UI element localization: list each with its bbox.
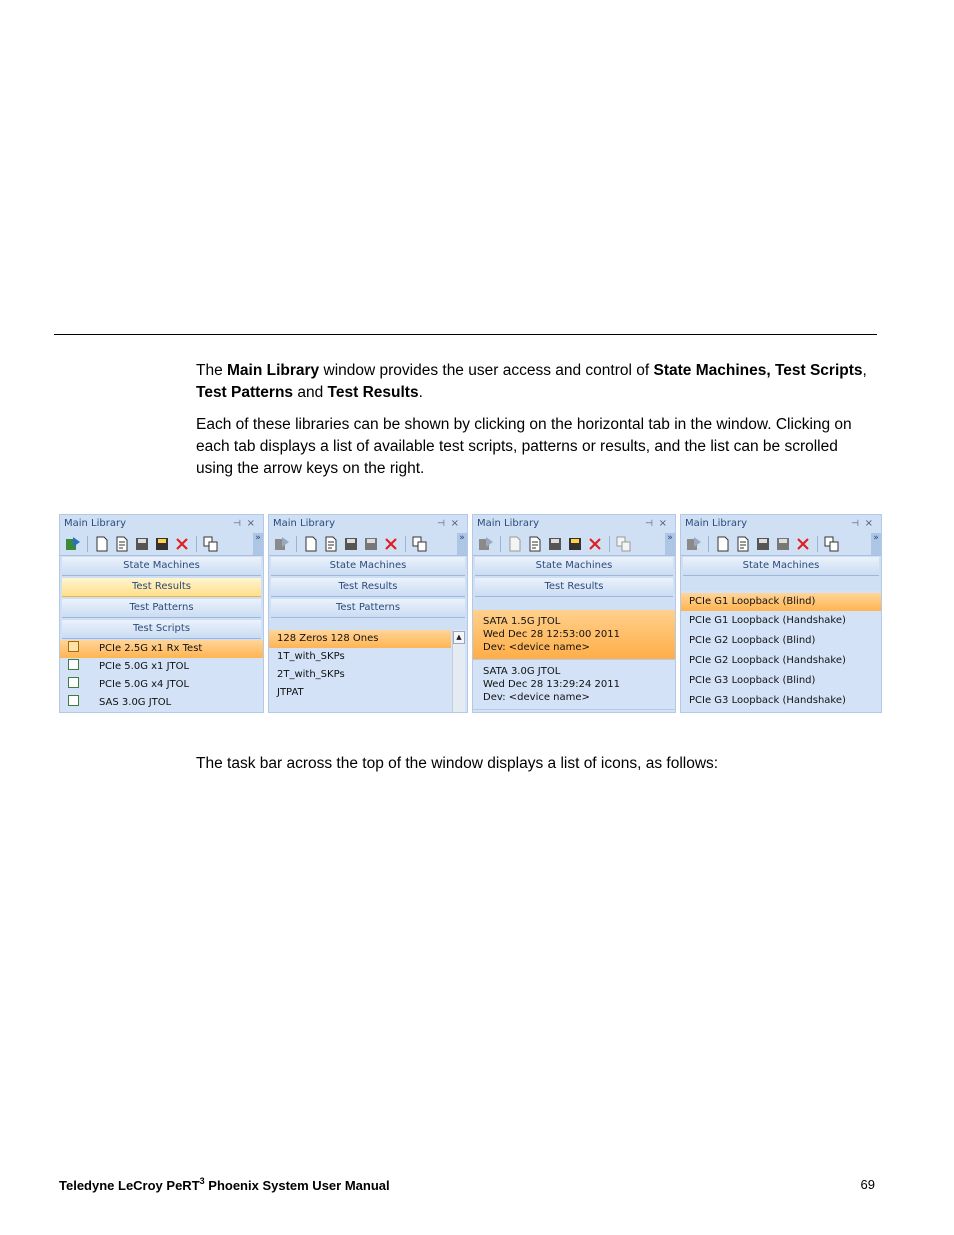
delete-icon[interactable] bbox=[586, 535, 604, 553]
copy-icon[interactable] bbox=[823, 535, 841, 553]
copy-icon[interactable] bbox=[411, 535, 429, 553]
close-icon[interactable]: × bbox=[864, 518, 873, 529]
main-library-panel-test-patterns bbox=[268, 514, 468, 713]
tab-test-results[interactable]: Test Results bbox=[271, 578, 465, 597]
new-file-icon[interactable] bbox=[714, 535, 732, 553]
state-machine-list bbox=[681, 591, 881, 712]
list-item[interactable]: PCIe G2 Loopback (Handshake) bbox=[689, 655, 846, 666]
save-as-icon[interactable] bbox=[774, 535, 792, 553]
edit-icon[interactable] bbox=[734, 535, 752, 553]
import-icon[interactable] bbox=[273, 535, 291, 553]
pin-icon[interactable]: ⊣ bbox=[851, 519, 859, 529]
list-item[interactable]: PCIe G3 Loopback (Handshake) bbox=[689, 695, 846, 706]
toolbar-overflow-icon[interactable]: » bbox=[457, 533, 467, 555]
test-pattern-list bbox=[269, 630, 467, 712]
toolbar-overflow-icon[interactable]: » bbox=[871, 533, 881, 555]
pin-icon[interactable]: ⊣ bbox=[645, 519, 653, 529]
toolbar-overflow-icon[interactable]: » bbox=[253, 533, 263, 555]
list-item[interactable]: 2T_with_SKPs bbox=[277, 669, 345, 680]
tab-state-machines[interactable]: State Machines bbox=[62, 557, 261, 576]
save-as-icon[interactable] bbox=[153, 535, 171, 553]
list-item[interactable]: 1T_with_SKPs bbox=[277, 651, 345, 662]
panel-toolbar bbox=[681, 533, 881, 556]
save-icon[interactable] bbox=[342, 535, 360, 553]
tab-test-scripts[interactable]: Test Scripts bbox=[62, 620, 261, 639]
panel-title: Main Library ⊣ × bbox=[269, 515, 467, 533]
tab-test-results[interactable]: Test Results bbox=[475, 578, 673, 597]
main-library-panel-test-results bbox=[472, 514, 676, 713]
panel-toolbar bbox=[473, 533, 675, 556]
import-icon[interactable] bbox=[64, 535, 82, 553]
list-item[interactable]: SAS 3.0G JTOL bbox=[60, 694, 263, 712]
tab-test-patterns[interactable]: Test Patterns bbox=[62, 599, 261, 618]
intro-paragraph: The Main Library window provides the user access and control of State Machines, Test Scripts, Test Patterns and Test Results. bbox=[196, 362, 867, 401]
toolbar-overflow-icon[interactable]: » bbox=[665, 533, 675, 555]
pin-icon[interactable]: ⊣ bbox=[437, 519, 445, 529]
edit-icon[interactable] bbox=[526, 535, 544, 553]
list-item[interactable]: SATA 3.0G JTOL Wed Dec 28 13:29:24 2011 Dev: <device name> bbox=[473, 660, 675, 710]
panel-toolbar bbox=[269, 533, 467, 556]
close-icon[interactable]: × bbox=[450, 518, 459, 529]
pin-icon[interactable]: ⊣ bbox=[233, 519, 241, 529]
page-number: 69 bbox=[860, 1177, 875, 1192]
save-icon[interactable] bbox=[133, 535, 151, 553]
taskbar-paragraph: The task bar across the top of the window displays a list of icons, as follows: bbox=[196, 755, 719, 772]
panel-title: Main Library ⊣ × bbox=[681, 515, 881, 533]
list-item[interactable]: PCIe 2.5G x1 Rx Test bbox=[60, 640, 263, 658]
save-as-icon[interactable] bbox=[566, 535, 584, 553]
new-file-icon[interactable] bbox=[93, 535, 111, 553]
list-item[interactable]: 128 Zeros 128 Ones bbox=[269, 630, 451, 648]
new-file-icon[interactable] bbox=[302, 535, 320, 553]
main-library-panel-test-scripts bbox=[680, 514, 882, 713]
edit-icon[interactable] bbox=[322, 535, 340, 553]
checkbox[interactable] bbox=[68, 659, 79, 670]
scroll-up-icon[interactable]: ▲ bbox=[453, 631, 465, 644]
list-item[interactable]: PCIe 5.0G x1 JTOL bbox=[60, 658, 263, 676]
save-as-icon[interactable] bbox=[362, 535, 380, 553]
panel-toolbar bbox=[60, 533, 263, 556]
list-item[interactable]: PCIe G1 Loopback (Blind) bbox=[681, 593, 881, 611]
list-item[interactable]: PCIe G1 Loopback (Handshake) bbox=[689, 615, 846, 626]
checkbox[interactable] bbox=[68, 677, 79, 688]
list-item[interactable]: SATA 1.5G JTOL Wed Dec 28 12:53:00 2011 Dev: <device name> bbox=[473, 610, 675, 660]
list-item[interactable]: PCIe G2 Loopback (Blind) bbox=[689, 635, 816, 646]
copy-icon[interactable] bbox=[202, 535, 220, 553]
close-icon[interactable]: × bbox=[246, 518, 255, 529]
import-icon[interactable] bbox=[477, 535, 495, 553]
tab-test-results[interactable]: Test Results bbox=[62, 578, 261, 597]
section-divider bbox=[54, 334, 877, 335]
tabs-paragraph: Each of these libraries can be shown by clicking on the horizontal tab in the window. Clicking on each tab displays a list of available test scripts, patterns or results, and the list can be scrolled using the arrow keys on the right. bbox=[196, 416, 852, 477]
tab-test-patterns[interactable]: Test Patterns bbox=[271, 599, 465, 618]
checkbox[interactable] bbox=[68, 641, 79, 652]
list-item[interactable]: PCIe 5.0G x4 JTOL bbox=[60, 676, 263, 694]
main-library-panel-state-machines bbox=[59, 514, 264, 713]
checkbox[interactable] bbox=[68, 695, 79, 706]
copy-icon[interactable] bbox=[615, 535, 633, 553]
close-icon[interactable]: × bbox=[658, 518, 667, 529]
tab-state-machines[interactable]: State Machines bbox=[475, 557, 673, 576]
import-icon[interactable] bbox=[685, 535, 703, 553]
save-icon[interactable] bbox=[546, 535, 564, 553]
footer-title: Teledyne LeCroy PeRT$^3$ Phoenix System User Manual bbox=[59, 1176, 390, 1193]
tab-state-machines[interactable]: State Machines bbox=[683, 557, 879, 576]
delete-icon[interactable] bbox=[382, 535, 400, 553]
edit-icon[interactable] bbox=[113, 535, 131, 553]
list-item[interactable]: PCIe G3 Loopback (Blind) bbox=[689, 675, 816, 686]
scrollbar[interactable] bbox=[452, 630, 465, 712]
tab-state-machines[interactable]: State Machines bbox=[271, 557, 465, 576]
save-icon[interactable] bbox=[754, 535, 772, 553]
panel-title: Main Library ⊣ × bbox=[473, 515, 675, 533]
delete-icon[interactable] bbox=[794, 535, 812, 553]
test-result-list bbox=[473, 610, 675, 712]
panel-title: Main Library ⊣ × bbox=[60, 515, 263, 533]
state-machine-list bbox=[60, 640, 263, 712]
delete-icon[interactable] bbox=[173, 535, 191, 553]
list-item[interactable]: JTPAT bbox=[277, 687, 304, 698]
new-file-icon[interactable] bbox=[506, 535, 524, 553]
